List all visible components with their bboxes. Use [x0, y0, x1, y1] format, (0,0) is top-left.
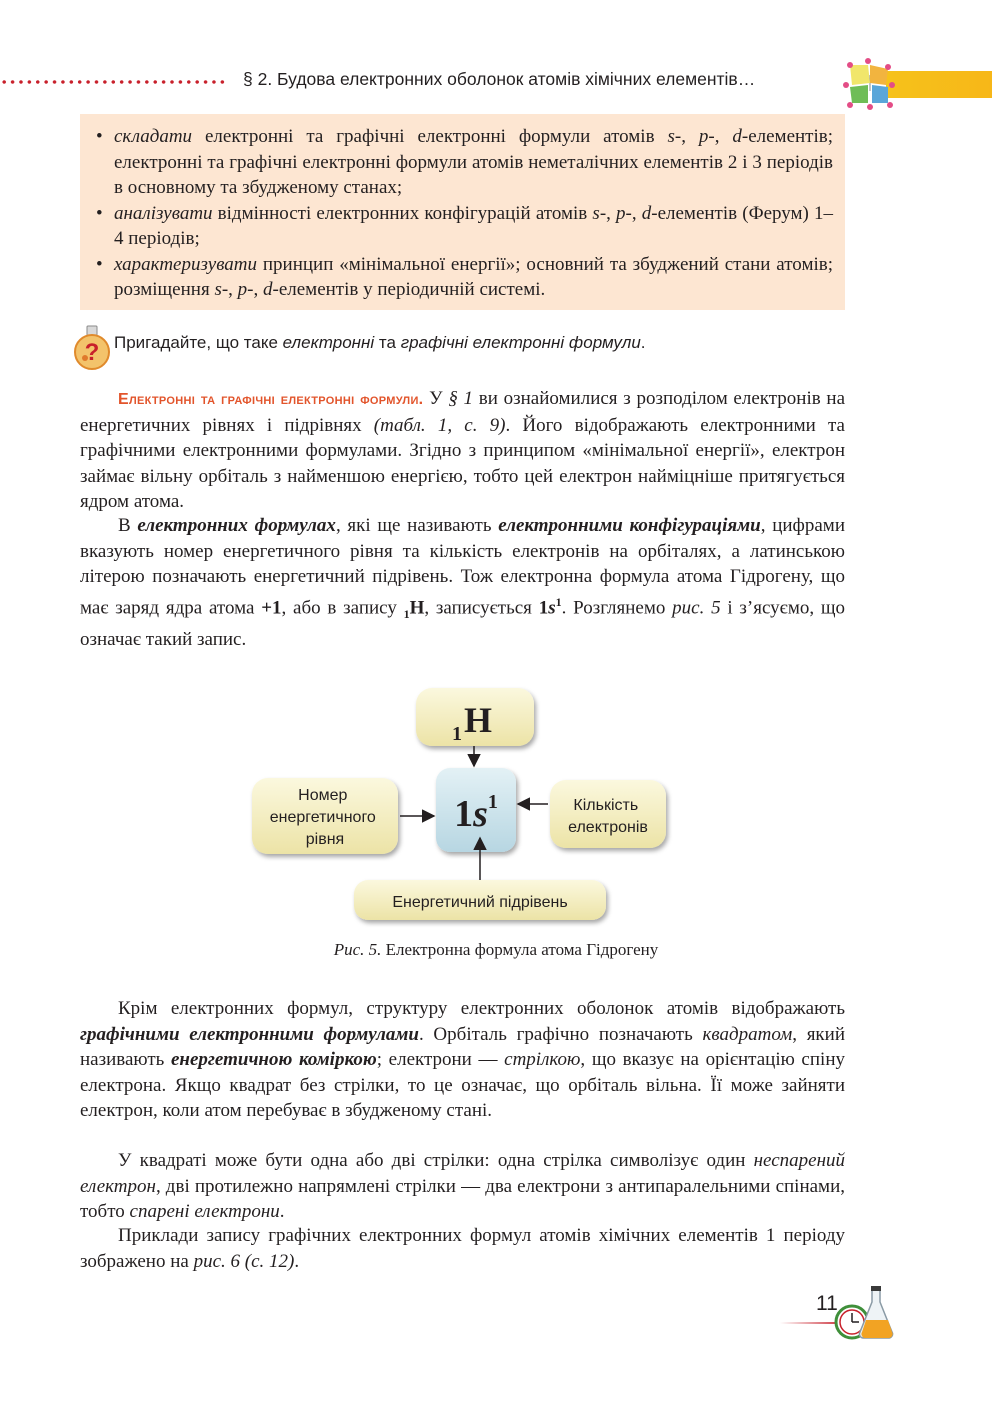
objective-text: -,	[625, 202, 642, 224]
term-unpaired-electron: неспарений електрон	[80, 1150, 845, 1197]
remember-prompt	[114, 333, 646, 353]
sublevel-letter: p	[698, 126, 709, 147]
left-box-level	[252, 778, 398, 854]
term-energy-cell: енергетичною коміркою	[170, 1049, 377, 1070]
text-run: У квадраті може бути одна або дві стрілки: одна стрілка символізує один	[118, 1150, 754, 1171]
term-electronic-formulas: електронних формулах	[137, 515, 336, 536]
atomic-number-sub: 1	[403, 606, 410, 621]
learning-objectives-box	[80, 114, 845, 310]
objective-item	[114, 124, 833, 201]
objective-text: відмінності електронних конфігурацій атомів	[212, 202, 593, 224]
remember-term-2: графічні електронні формули	[400, 333, 641, 352]
sublevel-letter: p	[616, 202, 626, 224]
objective-verb: складати	[114, 126, 193, 147]
left-line-1: Номер	[298, 787, 348, 804]
objective-text: -,	[674, 126, 699, 147]
bottom-box-text: Енергетичний підрівень	[392, 894, 568, 911]
element-symbol: H	[409, 596, 425, 618]
section1-paragraph-1	[80, 386, 845, 515]
text-run: . Його відображають електронними та графічними електронними формулами. Згідно з принципом «мінімальної енергії», електрон займає вільну орбіталь з найменшою енергією, тобто цей електрон найміцніше притягується ядром атома.	[80, 414, 845, 512]
objective-item	[114, 252, 833, 303]
objective-text: -елементів; електронні та графічні електронні формули атомів неметалічних елементів 2 і 3 періодів в основному та збудженому станах;	[114, 126, 834, 198]
term-arrow: стрілкою	[504, 1049, 581, 1070]
text-run: Крім електронних формул, структуру електронних оболонок атомів відображають	[118, 998, 845, 1019]
text-run: , який називають	[80, 1023, 846, 1070]
text-run: , цифрами вказують номер енергетичного рівня та кількість електронів на орбіталях, а латинською літерою позначають енергетичний підрівень. Тож електронна формула атома Гідрогену, що має заряд ядра атома	[80, 515, 845, 618]
right-line-1: Кількість	[573, 797, 639, 814]
text-run: У	[423, 388, 449, 409]
left-line-3: рівня	[305, 831, 345, 848]
objective-text: електронні та графічні електронні формули атомів	[192, 126, 668, 147]
objective-text: -елементів у періодичній системі.	[272, 279, 546, 300]
remember-middle: та	[374, 333, 401, 352]
caption-label: Рис. 5.	[333, 940, 382, 959]
sublevel-letter: d	[263, 279, 273, 300]
text-run: , записується	[424, 596, 539, 618]
sublevel-letter: d	[732, 126, 742, 147]
objectives-list	[114, 124, 833, 303]
left-line-2: енергетичного	[269, 809, 376, 826]
objective-item	[114, 201, 833, 252]
objective-text: принцип «мінімальної енергії»; основний та збуджений стани атомів; розміщення	[114, 253, 833, 300]
center-box-formula	[436, 768, 516, 852]
header-accent-bar	[886, 71, 992, 98]
bottom-box-sublevel	[354, 880, 606, 920]
term-electronic-configurations: електронними конфігураціями	[498, 515, 761, 536]
center-sublevel: s	[473, 793, 488, 835]
figure6-ref: рис. 6 (с. 12)	[193, 1250, 295, 1272]
remember-suffix: .	[640, 333, 646, 352]
figure-caption	[0, 940, 992, 960]
caption-text: Електронна формула атома Гідрогену	[381, 940, 659, 959]
header-dotted-line	[0, 80, 228, 84]
section2-paragraph-1	[80, 996, 845, 1124]
figure-ref: рис. 5	[672, 596, 721, 618]
center-electrons: 1	[487, 791, 498, 813]
sublevel-letter: s	[592, 202, 600, 224]
objective-verb: характеризувати	[114, 253, 258, 275]
objective-text: -,	[708, 126, 733, 147]
right-box-electron-count	[550, 780, 666, 848]
term-graphic-formulas: графічними електронними формулами	[80, 1023, 419, 1045]
page-number: 11	[816, 1292, 838, 1315]
text-run: ви ознайомилися з розподілом електронів на енергетичних рівнях і підрівнях	[80, 388, 846, 436]
term-square: квадратом	[702, 1023, 793, 1045]
text-run: , дві протилежно напрямлені стрілки — два електрони з антипаралельними спінами, тобто	[80, 1175, 845, 1222]
section-heading: Електронні та графічні електронні формули.	[118, 391, 424, 408]
center-level: 1	[454, 793, 474, 835]
sublevel-letter: d	[641, 202, 652, 224]
molecule-icon	[840, 55, 900, 111]
text-run: . Розглянемо	[561, 596, 673, 618]
text-run: , які ще називають	[335, 515, 499, 536]
right-line-2: електронів	[568, 819, 648, 836]
formula-level: 1	[538, 596, 549, 618]
sublevel-letter: s	[667, 126, 675, 147]
paragraph-ref: § 1	[448, 388, 474, 409]
section1-paragraph-2	[80, 513, 845, 653]
running-header-title: § 2. Будова електронних оболонок атомів хімічних елементів…	[243, 69, 756, 89]
text-run: ; електрони —	[376, 1049, 505, 1070]
remember-term-1: електронні	[282, 333, 375, 352]
sublevel-letter: p	[237, 279, 248, 300]
text-run: . Орбіталь графічно позначають	[418, 1023, 703, 1045]
table-ref: (табл. 1, с. 9)	[373, 414, 506, 436]
formula-electrons: 1	[555, 594, 562, 609]
svg-text:?: ?	[84, 339, 100, 366]
objective-text: -,	[247, 279, 263, 300]
section2-paragraph-3	[80, 1223, 845, 1274]
charge-value: +1	[261, 596, 282, 618]
text-run: .	[279, 1201, 285, 1222]
text-run: , або в запису	[281, 596, 404, 618]
objective-text: -,	[599, 202, 617, 224]
text-run: В	[118, 515, 138, 536]
formula-sublevel: s	[548, 596, 556, 618]
top-box-hydrogen	[416, 688, 534, 746]
term-paired-electrons: спарені електрони	[129, 1201, 280, 1222]
objective-text: -елементів (Ферум) 1–4 періодів;	[114, 202, 833, 249]
objective-text: -,	[221, 279, 238, 300]
sublevel-letter: s	[214, 279, 222, 300]
remember-prefix: Пригадайте, що таке	[114, 333, 283, 352]
text-run: Приклади запису графічних електронних формул атомів хімічних елементів 1 періоду зображено на	[80, 1225, 845, 1272]
top-box-symbol: H	[464, 700, 493, 740]
section2-paragraph-2	[80, 1148, 845, 1225]
clock-flask-icon	[832, 1284, 896, 1342]
objective-verb: аналізувати	[114, 202, 213, 224]
top-box-subscript: 1	[452, 723, 462, 745]
text-run: , що вказує на орієнтацію спіну електрона. Якщо квадрат без стрілки, то це означає, що орбіталь вільна. Її може зайняти електрон, коли атом перебуває в збудженому стані.	[80, 1049, 845, 1121]
question-flask-icon	[72, 324, 112, 372]
text-run: і з’ясуємо, що означає такий запис.	[80, 596, 845, 651]
figure-hydrogen-formula-diagram	[240, 680, 680, 930]
text-run: .	[294, 1250, 300, 1272]
